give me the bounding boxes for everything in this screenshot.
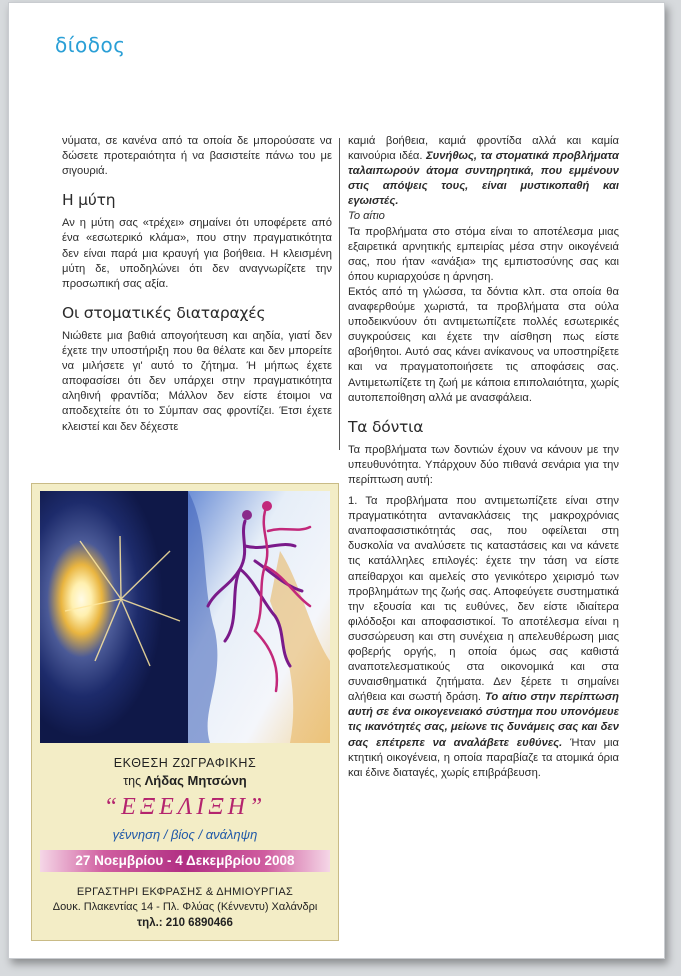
artist-line xyxy=(32,773,338,788)
nose-paragraph: Αν η μύτη σας «τρέχει» σημαίνει ότι υποφέρετε από ένα «εσωτερικό κλάμα», που στην πραγματικότητα δεν είναι παρά μια κραυγή για βοήθεια. Η κλεισμένη μύτη δε, υποδηλώνει ότι δεν αναγνωρίζετε την προσωπική σας αξία. xyxy=(62,217,332,290)
exhibition-dates: 27 Νοεμβρίου - 4 Δεκεμβρίου 2008 xyxy=(40,850,330,872)
workshop-phone: τηλ.: 210 6890466 xyxy=(137,917,233,929)
left-column xyxy=(62,134,332,435)
cause-paragraph: Τα προβλήματα στο στόμα είναι το αποτέλεσμα μιας εξαιρετικά αρνητικής εμπειρίας μέσα στην οικογένειά σας, που ήταν «ανάξια» της εμπιστοσύνης σας και όπου κυριαρχούσε η άρνηση. xyxy=(348,225,619,283)
artist-prefix: της xyxy=(123,774,145,788)
scenario-one-text: 1. Τα προβλήματα που αντιμετωπίζετε είναι στην πραγματικότητα αντανακλάσεις της μακροχρόνιας αναποφασιστικότητάς σας, που οφείλεται στη δυσκολία να αναλύσετε τις καταστάσεις και να κάνετε τις κατάλληλες επιλογές: έχετε την τάση να είστε απείθαρχοι και αμελείς στο γενικότερο χειρισμό των προβλημάτων της ζωής σας. Αποφεύγετε συστηματικά την εξουσία και τις ευθύνες, δεν είστε ιδιαίτερα φιλόδοξοι και αποφασιστικοί. Το αποτέλεσμα είναι η συσσώρευση και στη συνέχεια η απελευθέρωση μιας φοβερής οργής, η οποία όμως σας καθιστά αναποτελεσματικούς στα οικονομικά και στα συναισθηματικά ζητήματα. Δεν ξέρετε τι σημαίνει αλήθεια και σωστή δράση. xyxy=(348,495,619,704)
right-column xyxy=(348,134,619,781)
exhibition-label: ΕΚΘΕΣΗ ΖΩΓΡΑΦΙΚΗΣ xyxy=(113,756,257,770)
scenario-one-emphasis: Το αίτιο στην περίπτωση αυτή σε ένα οικογενειακό σύστημα που υπονόμευε τις ικανότητές σας, μείωνε τις δυνάμεις σας και δεν σας επέτρεπε να αναλάβετε ευθύνες. xyxy=(348,691,619,749)
column-divider xyxy=(339,138,340,450)
teeth-paragraph: Τα προβλήματα των δοντιών έχουν να κάνουν με την υπευθυνότητα. Υπάρχουν δύο πιθανά σενάρια για την περίπτωση αυτή: xyxy=(348,443,619,486)
scenario-one-end: Ήταν μια κτητική οικογένεια, η οποία παραβίαζε τα ατομικά όρια και έδινε διαταγές, χωρίς επιβράβευση. xyxy=(348,736,619,779)
workshop-name: ΕΡΓΑΣΤΗΡΙ ΕΚΦΡΑΣΗΣ & ΔΗΜΙΟΥΡΓΙΑΣ xyxy=(76,886,294,898)
scenario-one-paragraph xyxy=(348,494,619,781)
gums-paragraph: Εκτός από τη γλώσσα, τα δόντια κλπ. στα οποία θα αναφερθούμε χωριστά, τα προβλήματα στα ούλα υποδεικνύουν ότι αντιμετωπίζετε πολλές εσωτερικές συγκρούσεις και έχετε την αίσθηση πως είστε αβοήθητοι. Αυτό σας κάνει ανίκανους να υποστηρίξετε και να πραγματοποιήσετε τις αποφάσεις σας. Αντιμετωπίζετε τη ζωή με κάποια επιπολαιότητα, χωρίς αυτοπεποίθηση αλλά με ανασφάλεια. xyxy=(348,285,619,404)
artist-name: Λήδας Μητσώνη xyxy=(144,773,247,788)
continuation-paragraph xyxy=(348,134,619,209)
magazine-logo: δίοδος xyxy=(55,33,126,57)
workshop-address: Δουκ. Πλακεντίας 14 - Πλ. Φλύας (Κέννεντυ) Χαλάνδρι xyxy=(52,901,318,913)
continuation-text: καμιά βοήθεια, καμιά φροντίδα αλλά και καμία καινούρια ιδέα. xyxy=(348,135,619,163)
exhibition-advertisement xyxy=(31,483,339,941)
mouth-paragraph: Νιώθετε μια βαθιά απογοήτευση και αηδία, γιατί δεν έχετε την υποστήριξη που θα θέλατε και δεν μπορείτε να μιλήσετε γι' αυτό το ζήτημα. Ή μήπως έχετε αποφασίσει ότι δεν υπάρχει στην πραγματικότητα αληθινή φραντίδα; Μάλλον δεν είστε έτοιμοι να αποδεχτείτε ότι το Σύμπαν σας φροντίζει. Έτσι έχετε κλειστεί και δεν δέχεστε xyxy=(62,329,332,433)
intro-paragraph: νύματα, σε κανένα από τα οποία δε μπορούσατε να δώσετε προτεραιότητα ή να βασιστείτε πάνω του με σιγουριά. xyxy=(62,135,332,178)
heading-mouth-disorders: Οι στοματικές διαταραχές xyxy=(62,303,266,322)
continuation-emphasis: Συνήθως, τα στοματικά προβλήματα ταλαιπωρούν άτομα συντηρητικά, που εμμένουν στις απόψεις τους, είναι μυστικοπαθή και εγωιστές. xyxy=(348,150,619,208)
exhibition-tagline: γέννηση / βίος / ανάληψη xyxy=(112,827,258,842)
subheading-cause: Το αίτιο xyxy=(348,210,385,223)
exhibition-painting xyxy=(40,491,330,743)
heading-nose: Η μύτη xyxy=(62,191,116,210)
magazine-page xyxy=(8,2,665,959)
heading-teeth: Τα δόντια xyxy=(348,417,424,436)
exhibition-title: “ΕΞΕΛΙΞΗ” xyxy=(103,794,267,820)
